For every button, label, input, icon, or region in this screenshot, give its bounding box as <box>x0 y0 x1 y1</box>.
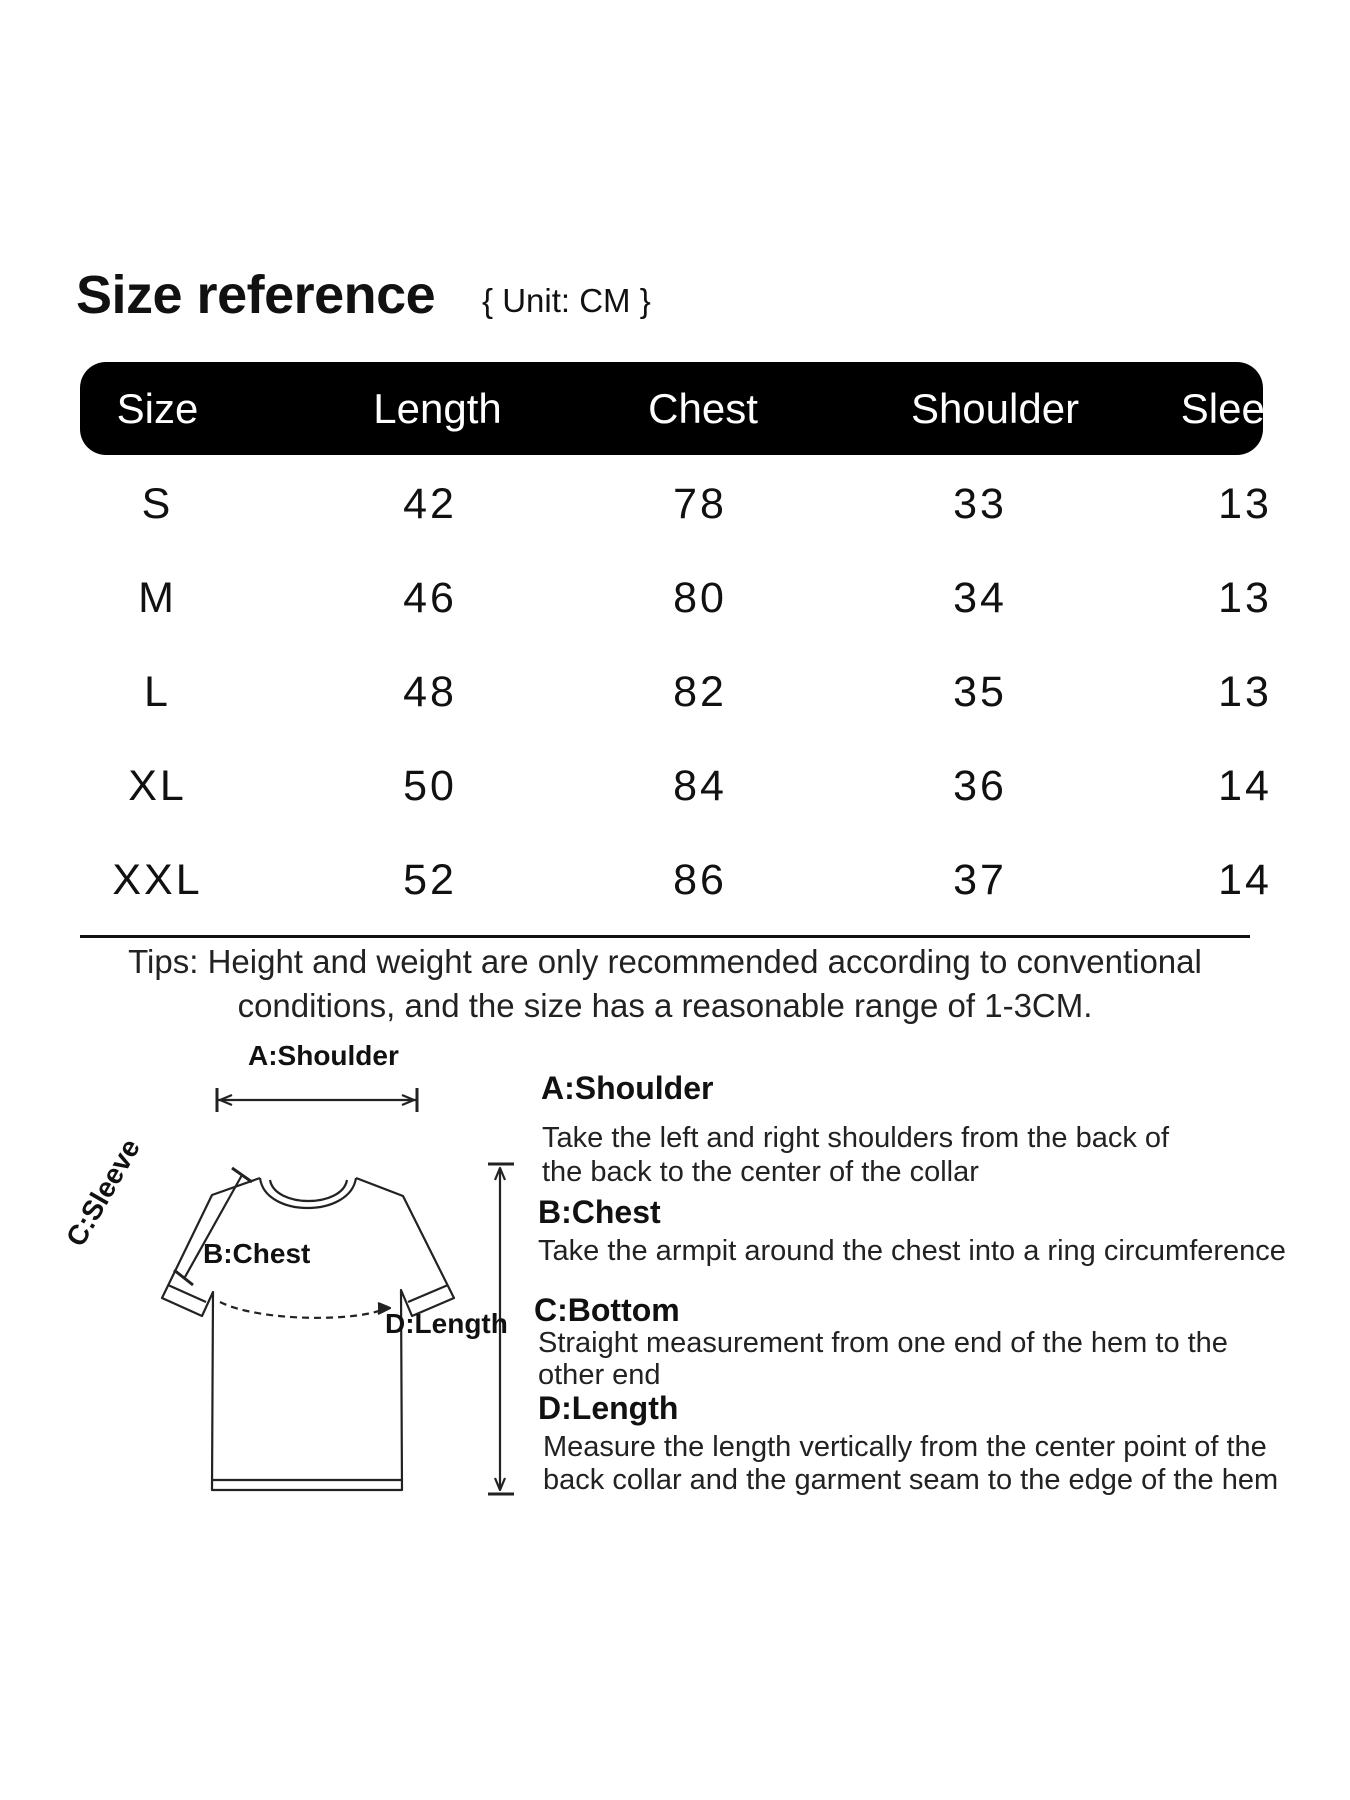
cell-length: 42 <box>403 480 457 528</box>
cell-length: 52 <box>403 856 457 904</box>
unit-note: { Unit: CM } <box>482 282 651 319</box>
desc-bottom-title: C:Bottom <box>534 1292 680 1328</box>
desc-shoulder-text-2: the back to the center of the collar <box>542 1156 979 1188</box>
header-chest: Chest <box>648 385 758 432</box>
cell-sleeve: 14 <box>1218 762 1272 810</box>
cell-length: 48 <box>403 668 457 716</box>
table-row <box>80 833 1272 927</box>
tips-note <box>80 940 1250 1028</box>
cell-chest: 82 <box>673 668 727 716</box>
header-size: Size <box>116 385 199 432</box>
diagram-length-label: D:Length <box>385 1308 508 1339</box>
cell-shoulder: 34 <box>953 574 1007 622</box>
table-row <box>80 551 1272 645</box>
desc-chest-title: B:Chest <box>538 1194 661 1230</box>
diagram-shoulder-label: A:Shoulder <box>248 1040 399 1071</box>
page-title: Size reference <box>76 265 436 325</box>
cell-chest: 86 <box>673 856 727 904</box>
desc-length-title: D:Length <box>538 1390 679 1426</box>
cell-shoulder: 36 <box>953 762 1007 810</box>
cell-sleeve: 14 <box>1218 856 1272 904</box>
diagram-sleeve-label: C:Sleeve <box>60 1133 146 1252</box>
table-row <box>80 457 1272 551</box>
tips-line-2: conditions, and the size has a reasonable range of 1-3CM. <box>237 987 1093 1024</box>
tshirt-outline-icon <box>60 1040 540 1540</box>
cell-length: 50 <box>403 762 457 810</box>
table-bottom-rule <box>80 935 1250 938</box>
cell-chest: 78 <box>673 480 727 528</box>
cell-length: 46 <box>403 574 457 622</box>
cell-shoulder: 35 <box>953 668 1007 716</box>
desc-length-text-1: Measure the length vertically from the center point of the <box>543 1431 1267 1463</box>
header-shoulder: Shoulder <box>910 385 1080 432</box>
desc-bottom-text-2: other end <box>538 1359 661 1391</box>
cell-sleeve: 13 <box>1218 668 1272 716</box>
table-row <box>80 739 1272 833</box>
cell-chest: 84 <box>673 762 727 810</box>
tshirt-diagram <box>60 1040 540 1540</box>
desc-length-text-2: back collar and the garment seam to the edge of the hem <box>543 1464 1279 1496</box>
cell-size: M <box>138 574 177 622</box>
cell-sleeve: 13 <box>1218 574 1272 622</box>
desc-shoulder-text-1: Take the left and right shoulders from the back of <box>542 1122 1170 1154</box>
cell-size: S <box>141 480 174 528</box>
diagram-chest-label: B:Chest <box>203 1238 311 1269</box>
table-row <box>80 645 1272 739</box>
cell-shoulder: 33 <box>953 480 1007 528</box>
cell-chest: 80 <box>673 574 727 622</box>
cell-size: XL <box>128 762 187 810</box>
cell-shoulder: 37 <box>953 856 1007 904</box>
header-sleeve: Sleeve <box>1180 385 1310 432</box>
cell-size: L <box>144 668 171 716</box>
desc-chest-text-1: Take the armpit around the chest into a ring circumference <box>538 1235 1286 1267</box>
cell-sleeve: 13 <box>1218 480 1272 528</box>
desc-bottom-text-1: Straight measurement from one end of the hem to the <box>538 1327 1228 1359</box>
tips-line-1: Tips: Height and weight are only recommended according to conventional <box>128 943 1202 980</box>
header-length: Length <box>373 385 502 432</box>
size-table-header <box>80 362 1310 455</box>
cell-size: XXL <box>112 856 203 904</box>
desc-shoulder-title: A:Shoulder <box>541 1070 714 1106</box>
